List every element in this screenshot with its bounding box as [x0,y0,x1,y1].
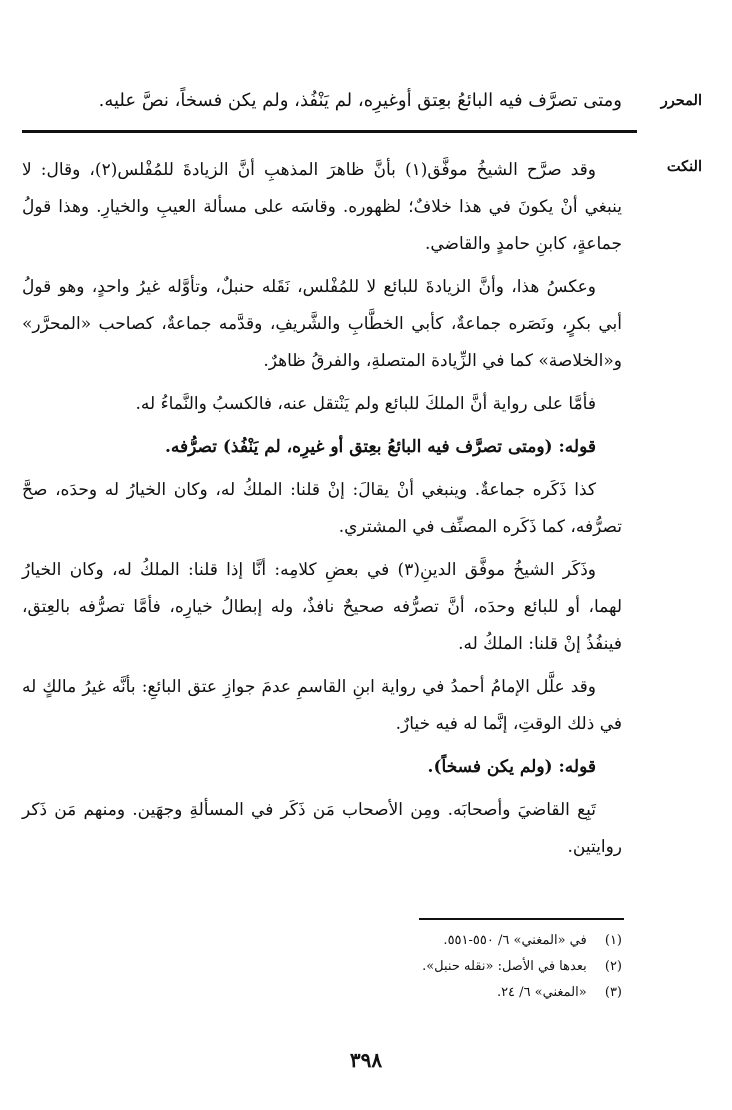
muharrar-label: المحرر [660,92,702,109]
footnote-number: (٣) [604,985,622,1000]
commentary-paragraph: وقد صرَّح الشيخُ موفَّق(١) بأنَّ ظاهرَ المذهبِ أنَّ الزيادةَ للمُفْلس(٢)، وقال: لا ينبغي أنْ يكونَ في هذا خلافٌ؛ لظهوره. وقاسَه على مسألة العيبِ والخيارِ. وهذا قولُ جماعةٍ، كابنِ حامدٍ والقاضي. [22,160,622,254]
footnotes [200,928,622,1006]
footnote [200,980,622,1006]
main-text: ومتى تصرَّف فيه البائعُ بعِتق أوغيرِه، لم يَنْفُذ، ولم يكن فسخاً، نصَّ عليه. [98,90,622,111]
commentary-paragraph: وذَكَر الشيخُ موفَّق الدينِ(٣) في بعضِ كلامِه: أنَّا إذا قلنا: الملكُ له، وكان الخيارُ لهما، أو للبائع وحدَه، أنَّ تصرُّفه صحيحٌ نافذٌ، وله إبطالُ خيارِه، فأمَّا تصرُّفه بالعِتق، فينفُذُ إنْ قلنا: الملكُ له. [22,560,622,654]
section-divider [22,130,637,133]
commentary-paragraph: تَبِع القاضيَ وأصحابَه. ومِن الأصحاب مَن ذَكَر في المسألةِ وجهَين. ومنهم مَن ذَكر روايتين. [22,800,622,857]
footnote [200,928,622,954]
footnote-number: (٢) [604,959,622,974]
commentary-paragraph: فأمَّا على رواية أنَّ الملكَ للبائع ولم يَنْتقل عنه، فالكسبُ والنَّماءُ له. [135,394,596,414]
commentary-paragraph: وعكسُ هذا، وأنَّ الزيادةَ للبائع لا للمُفْلس، نَقَله حنبلٌ، وتأوَّله غيرُ واحدٍ، وهو قولُ أبي بكرٍ، ونَصَره جماعةٌ، كأبي الخطَّابِ والشَّريفِ، وقدَّمه جماعةٌ، كصاحب «المحرَّر» و«الخلاصة» كما في الزِّيادة المتصلةِ، والفرقُ ظاهرٌ. [22,277,622,371]
footnote-text: في «المغني» ٦/ ٥٥٠-٥٥١. [443,933,587,948]
quoted-heading: قوله: (ولم يكن فسخاً). [427,757,596,777]
commentary-paragraph: وقد علَّل الإمامُ أحمدُ في رواية ابنِ القاسمِ عدمَ جوازِ عتق البائعِ: بأنَّه غيرُ مالكٍ له في ذلك الوقتِ، إنَّما له فيه خيارٌ. [22,677,622,734]
footnote-text: بعدها في الأصل: «نقله حنبل». [422,959,587,974]
footnote-text: «المغني» ٦/ ٢٤. [496,985,587,1000]
footnote-divider [419,918,624,920]
quoted-heading: قوله: (ومتى تصرَّف فيه البائعُ بعِتق أو غيرِه، لم يَنْفُذ) تصرُّفه. [164,437,596,457]
page-number: ٣٩٨ [349,1048,383,1072]
footnote [200,954,622,980]
nukat-label: النكت [666,158,702,175]
commentary-paragraph: كذا ذَكَره جماعةٌ. وينبغي أنْ يقالَ: إنْ قلنا: الملكُ له، وكان الخيارُ له وحدَه، صحَّ تصرُّفه، كما ذَكَره المصنِّف في المشتري. [22,480,622,537]
footnote-number: (١) [604,933,622,948]
commentary-body [22,152,622,872]
